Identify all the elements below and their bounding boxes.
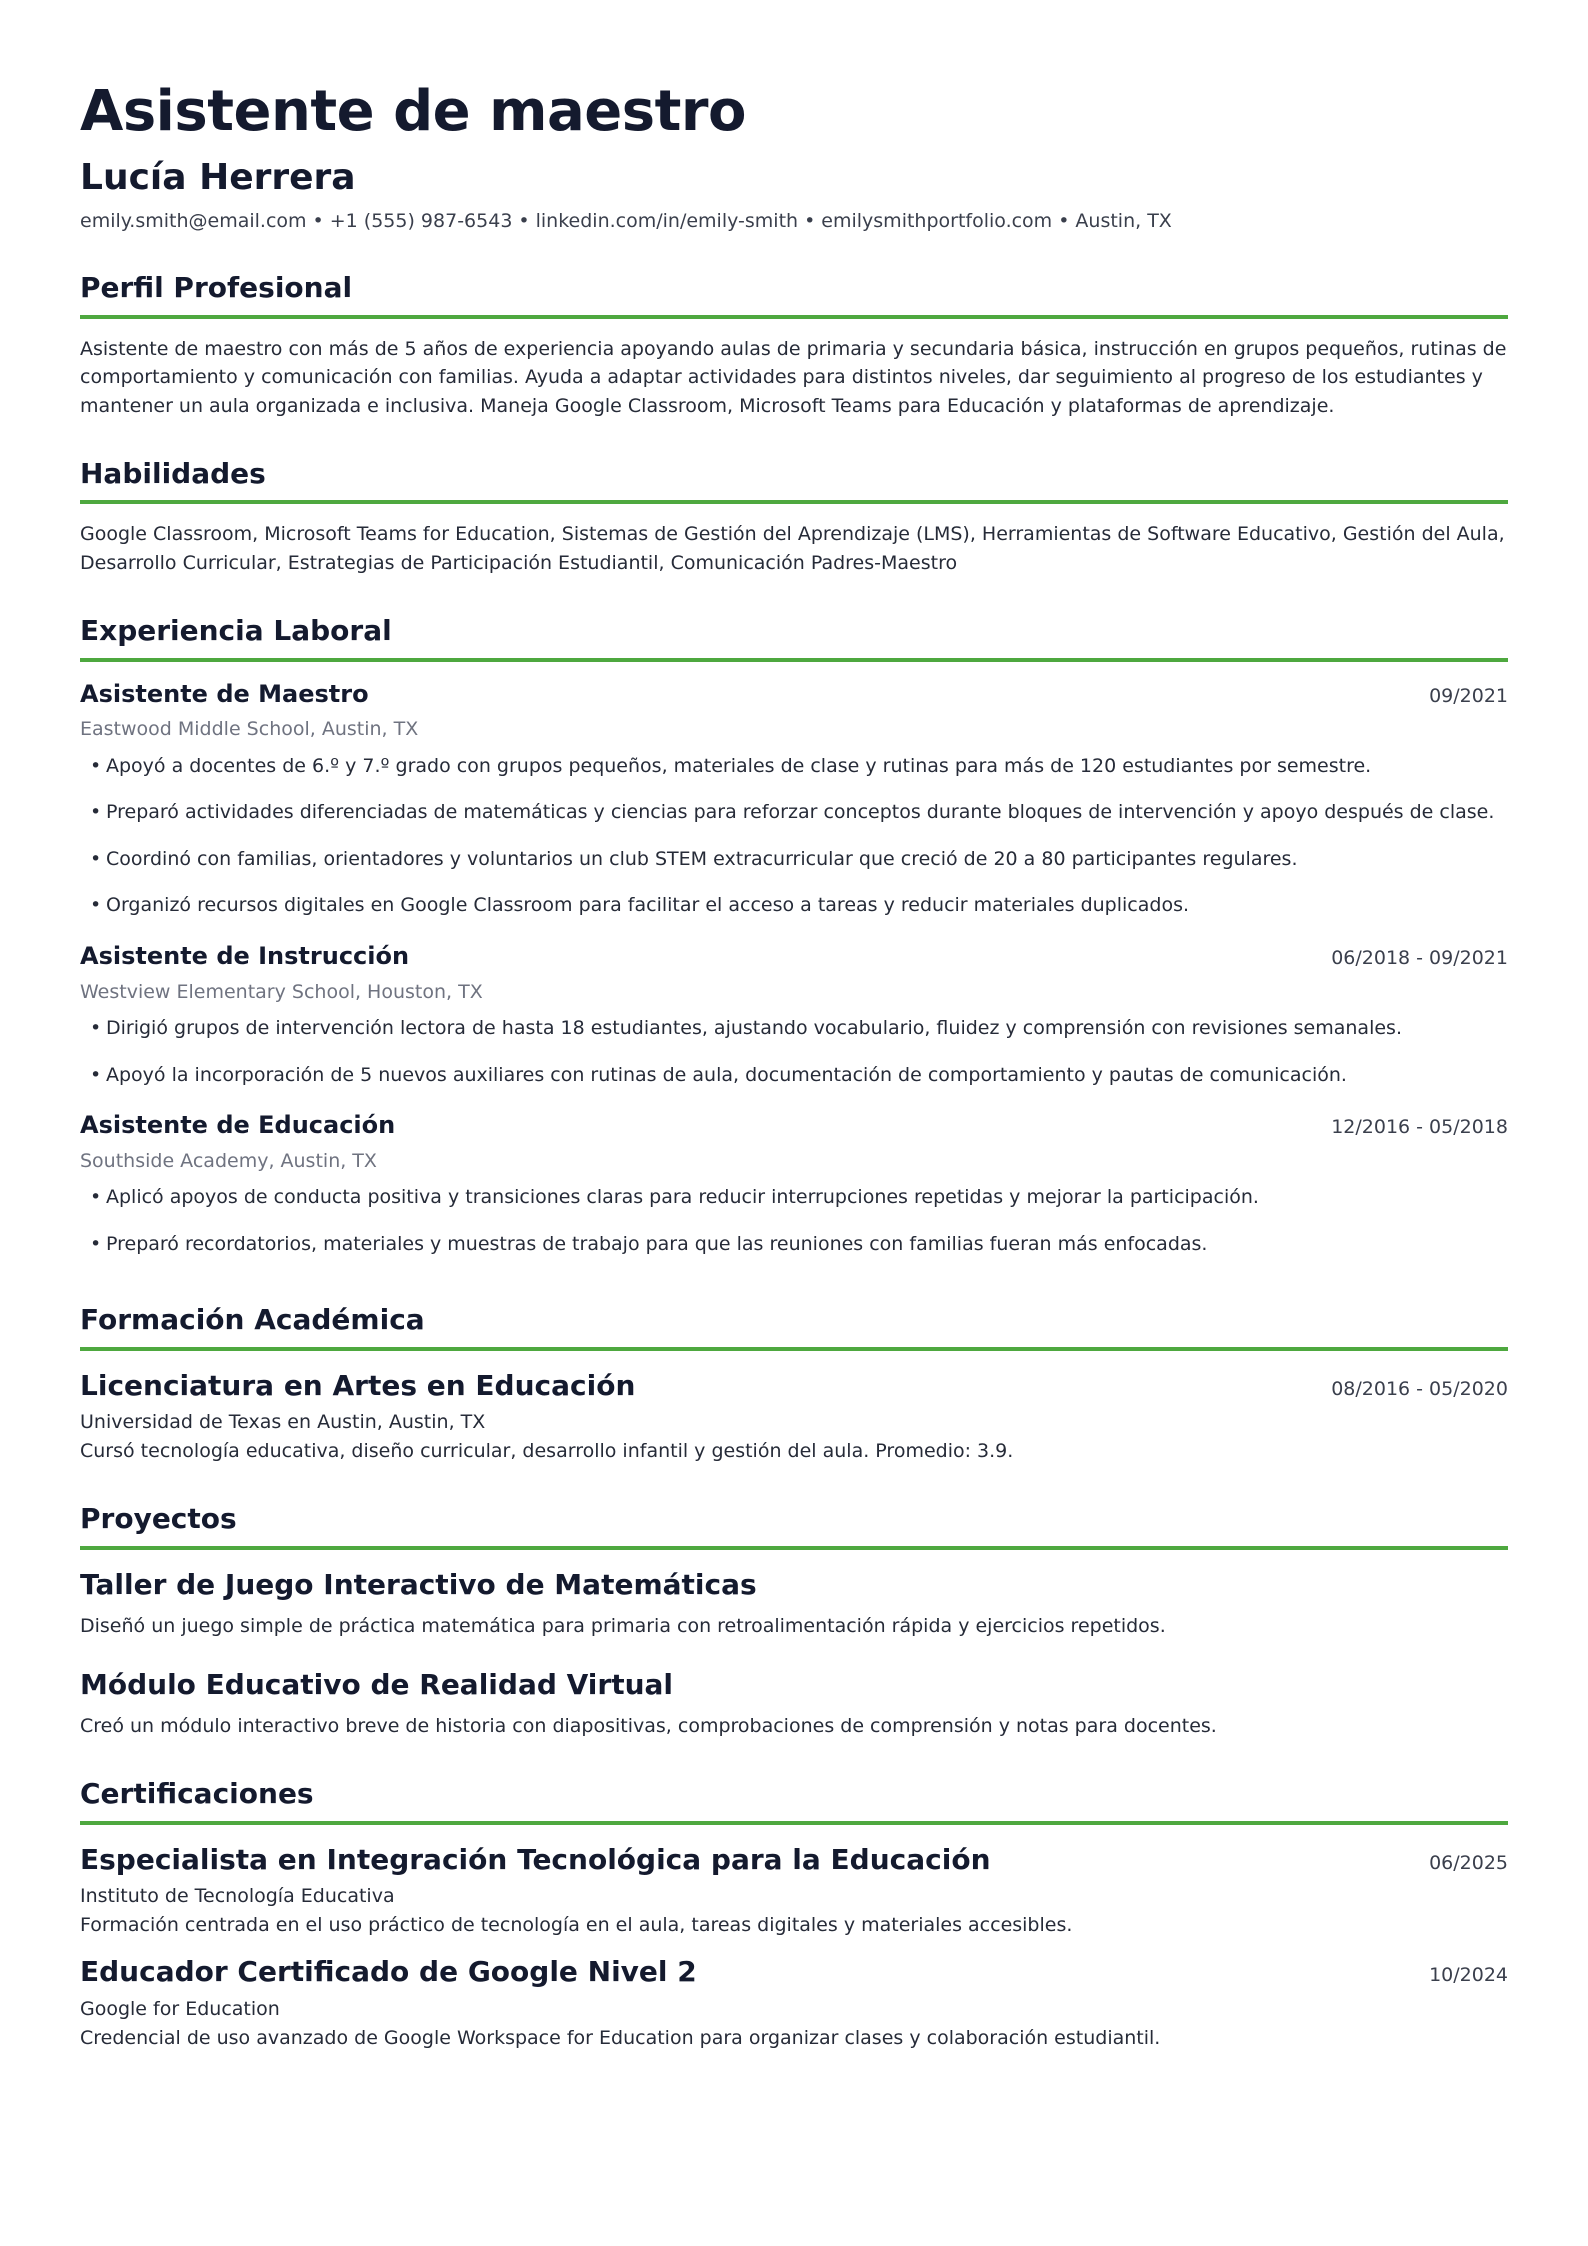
contact-separator: • xyxy=(312,209,324,232)
certification-date: 06/2025 xyxy=(1429,1851,1508,1874)
job-bullets xyxy=(80,752,1508,920)
certification-description: Formación centrada en el uso práctico de tecnología en el aula, tareas digitales y materiales accesibles. xyxy=(80,1913,1073,1936)
job-header xyxy=(80,940,1508,974)
job-header xyxy=(80,1109,1508,1143)
bullet-text: Apoyó la incorporación de 5 nuevos auxiliares con rutinas de aula, documentación de comportamiento y pautas de comunicación. xyxy=(106,1063,1347,1086)
section-heading: Certificaciones xyxy=(80,1776,1508,1824)
education-section xyxy=(80,1302,1508,1465)
job-entry xyxy=(80,940,1508,1089)
job-bullet xyxy=(80,1014,1508,1043)
contact-line xyxy=(80,208,1508,235)
job-bullet xyxy=(80,798,1508,827)
education-description: Cursó tecnología educativa, diseño curricular, desarrollo infantil y gestión del aula. Promedio: 3.9. xyxy=(80,1439,1014,1462)
bullet-text: Organizó recursos digitales en Google Classroom para facilitar el acceso a tareas y reducir materiales duplicados. xyxy=(106,894,1190,917)
section-heading: Formación Académica xyxy=(80,1302,1508,1350)
job-title: Asistente de Maestro xyxy=(80,679,369,708)
project-description: Creó un módulo interactivo breve de historia con diapositivas, comprobaciones de comprensión y notas para docentes. xyxy=(80,1714,1217,1737)
job-entry xyxy=(80,1109,1508,1258)
job-company: Southside Academy, Austin, TX xyxy=(80,1149,377,1172)
job-bullets xyxy=(80,1183,1508,1258)
section-heading: Habilidades xyxy=(80,456,1508,504)
certification-title: Educador Certificado de Google Nivel 2 xyxy=(80,1955,697,1989)
certifications-section xyxy=(80,1776,1508,2052)
certification-title: Especialista en Integración Tecnológica para la Educación xyxy=(80,1842,991,1876)
certification-header xyxy=(80,1841,1508,1879)
bullet-dot-icon: • xyxy=(90,1232,102,1255)
job-title: Asistente de Instrucción xyxy=(80,941,410,970)
bullet-text: Coordinó con familias, orientadores y voluntarios un club STEM extracurricular que creció de 20 a 80 participantes regulares. xyxy=(106,847,1298,870)
bullet-text: Aplicó apoyos de conducta positiva y transiciones claras para reducir interrupciones repetidas y mejorar la participación. xyxy=(106,1186,1259,1209)
document-title: Asistente de maestro xyxy=(80,79,746,144)
contact-separator: • xyxy=(1058,209,1070,232)
projects-section xyxy=(80,1501,1508,1740)
contact-separator: • xyxy=(518,209,530,232)
candidate-name: Lucía Herrera xyxy=(80,157,356,199)
project-title: Taller de Juego Interactivo de Matemáticas xyxy=(80,1567,757,1601)
project-entry xyxy=(80,1566,1508,1640)
experience-section xyxy=(80,613,1508,1258)
bullet-text: Preparó recordatorios, materiales y muestras de trabajo para que las reuniones con familias fueran más enfocadas. xyxy=(106,1232,1208,1255)
contact-portfolio[interactable]: emilysmithportfolio.com xyxy=(821,209,1053,232)
profile-section xyxy=(80,270,1508,420)
education-entry xyxy=(80,1367,1508,1466)
job-header xyxy=(80,678,1508,712)
certification-issuer: Google for Education xyxy=(80,1998,280,2021)
job-bullets xyxy=(80,1014,1508,1089)
certification-description: Credencial de uso avanzado de Google Workspace for Education para organizar clases y colaboración estudiantil. xyxy=(80,2026,1161,2049)
bullet-dot-icon: • xyxy=(90,1063,102,1086)
institution: Universidad de Texas en Austin, Austin, TX xyxy=(80,1411,486,1434)
degree-title: Licenciatura en Artes en Educación xyxy=(80,1368,636,1402)
skills-list: Google Classroom, Microsoft Teams for Education, Sistemas de Gestión del Aprendizaje (LMS), Herramientas de Software Educativo, Gestión del Aula, Desarrollo Curricular, Estrategias de Participación Estudiantil, Comunicación Padres-Maestro xyxy=(80,523,1505,574)
job-bullet xyxy=(80,752,1508,781)
job-entry xyxy=(80,678,1508,920)
project-description: Diseñó un juego simple de práctica matemática para primaria con retroalimentación rápida y ejercicios repetidos. xyxy=(80,1614,1166,1637)
job-bullet xyxy=(80,891,1508,920)
resume-header xyxy=(80,80,1508,234)
job-company: Westview Elementary School, Houston, TX xyxy=(80,980,483,1003)
certification-entry xyxy=(80,1841,1508,1940)
bullet-dot-icon: • xyxy=(90,894,102,917)
certification-date: 10/2024 xyxy=(1429,1964,1508,1987)
contact-phone: +1 (555) 987-6543 xyxy=(329,209,513,232)
job-bullet xyxy=(80,1230,1508,1259)
project-title: Módulo Educativo de Realidad Virtual xyxy=(80,1668,674,1701)
bullet-dot-icon: • xyxy=(90,801,102,824)
section-heading: Proyectos xyxy=(80,1501,1508,1549)
certification-entry xyxy=(80,1953,1508,2052)
bullet-dot-icon: • xyxy=(90,1017,102,1040)
bullet-text: Preparó actividades diferenciadas de matemáticas y ciencias para reforzar conceptos durante bloques de intervención y apoyo después de clase. xyxy=(106,801,1495,824)
contact-email[interactable]: emily.smith@email.com xyxy=(80,209,307,232)
job-bullet xyxy=(80,845,1508,874)
bullet-text: Apoyó a docentes de 6.º y 7.º grado con grupos pequeños, materiales de clase y rutinas para más de 120 estudiantes por semestre. xyxy=(106,754,1372,777)
bullet-text: Dirigió grupos de intervención lectora de hasta 18 estudiantes, ajustando vocabulario, fluidez y comprensión con revisiones semanales. xyxy=(106,1017,1402,1040)
section-heading: Experiencia Laboral xyxy=(80,613,1508,661)
skills-section xyxy=(80,456,1508,577)
contact-location: Austin, TX xyxy=(1075,209,1172,232)
project-entry xyxy=(80,1666,1508,1740)
job-bullet xyxy=(80,1183,1508,1212)
job-date: 06/2018 - 09/2021 xyxy=(1331,946,1508,969)
education-date: 08/2016 - 05/2020 xyxy=(1331,1377,1508,1400)
job-bullet xyxy=(80,1061,1508,1090)
profile-summary: Asistente de maestro con más de 5 años de experiencia apoyando aulas de primaria y secundaria básica, instrucción en grupos pequeños, rutinas de comportamiento y comunicación con familias. Ayuda a adaptar actividades para distintos niveles, dar seguimiento al progreso de los estudiantes y mantener un aula organizada e inclusiva. Maneja Google Classroom, Microsoft Teams para Educación y plataformas de aprendizaje. xyxy=(80,337,1507,417)
bullet-dot-icon: • xyxy=(90,1186,102,1209)
bullet-dot-icon: • xyxy=(90,754,102,777)
job-company: Eastwood Middle School, Austin, TX xyxy=(80,718,419,741)
certification-header xyxy=(80,1953,1508,1991)
job-date: 09/2021 xyxy=(1429,684,1508,707)
contact-linkedin[interactable]: linkedin.com/in/emily-smith xyxy=(535,209,799,232)
contact-separator: • xyxy=(804,209,816,232)
job-date: 12/2016 - 05/2018 xyxy=(1331,1116,1508,1139)
education-header xyxy=(80,1367,1508,1405)
job-title: Asistente de Educación xyxy=(80,1111,396,1140)
section-heading: Perfil Profesional xyxy=(80,270,1508,318)
bullet-dot-icon: • xyxy=(90,847,102,870)
certification-issuer: Instituto de Tecnología Educativa xyxy=(80,1885,395,1908)
